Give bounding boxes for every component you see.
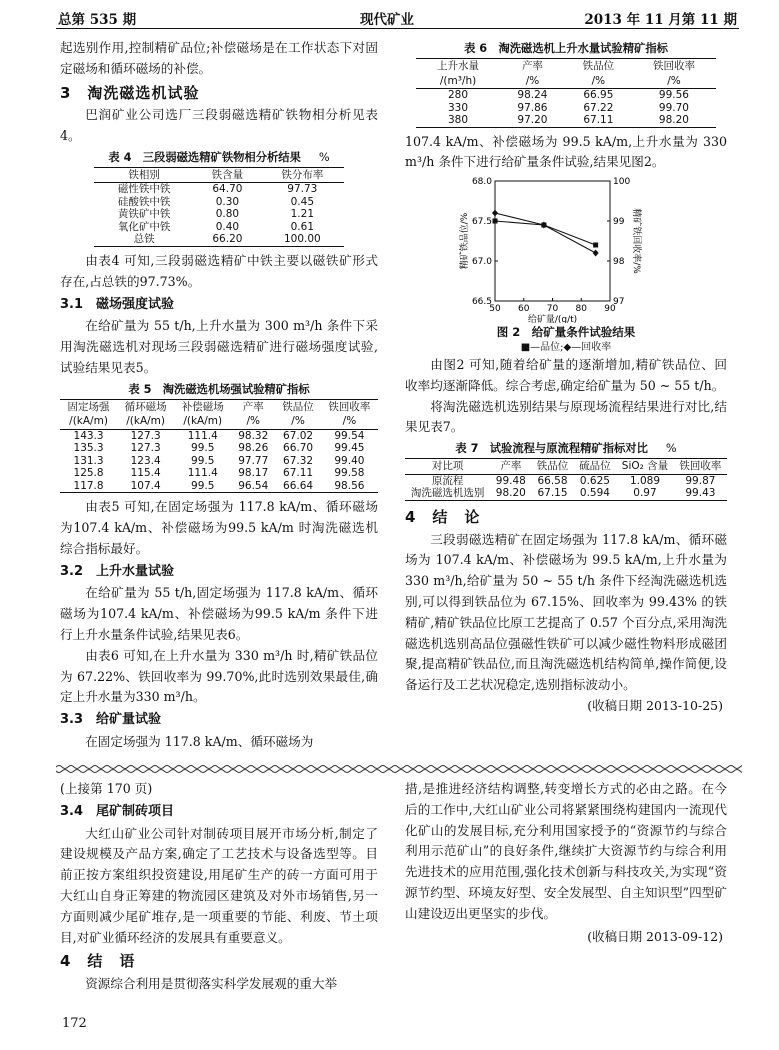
y-tick-label: 68.0 xyxy=(471,177,492,188)
y2-tick-label: 97 xyxy=(613,297,625,308)
subsection-heading: 3.3 给矿量试验 xyxy=(60,712,162,728)
table5-caption: 表 5 淘洗磁选机场强试验精矿指标 xyxy=(128,382,310,396)
subsection-heading: 3.1 磁场强度试验 xyxy=(60,296,175,312)
continuation-note: (上接第 170 页) xyxy=(60,781,153,796)
y2-tick-label: 99 xyxy=(613,217,625,228)
x-tick-label: 90 xyxy=(604,304,616,315)
table4: 铁相别 铁含量 铁分布率 磁性铁中铁 64.70 97.73 硅酸铁中铁 0.30 0.45 黄铁矿中铁 0.80 1.21 氧化矿中铁 0.40 0.61 总铁 66.20 100.00 xyxy=(94,167,344,247)
table7: 对比项 产率 铁品位 硫品位 SiO₂ 含量 铁回收率 原流程 99.48 66.58 0.625 1.089 99.87 淘洗磁选机选别 98.20 67.15 0.594 0.97 99.43 xyxy=(405,458,727,501)
series-line xyxy=(495,213,596,253)
figure2-caption: 图 2 给矿量条件试验结果 xyxy=(496,325,636,340)
paragraph: 107.4 kA/m、补偿磁场为 99.5 kA/m,上升水量为 330 m³/h 条件下进行给矿量条件试验,结果见图2。 xyxy=(405,133,727,170)
x-tick-label: 70 xyxy=(546,304,559,315)
x-tick-label: 80 xyxy=(575,304,587,315)
table-row: 总铁 66.20 100.00 xyxy=(94,233,344,246)
y-tick-label: 67.5 xyxy=(471,217,492,228)
table-row: 117.8 107.4 99.5 96.54 66.64 98.56 xyxy=(60,480,378,493)
y2-axis-label: 精矿铁回收率/% xyxy=(631,208,641,274)
paragraph: 将淘洗磁选机选别结果与原现场流程结果进行对比,结果见表7。 xyxy=(405,398,727,435)
diamond-marker xyxy=(593,250,599,257)
x-tick-label: 50 xyxy=(489,304,501,315)
y2-tick-label: 98 xyxy=(613,257,625,268)
issue-total: 总第 535 期 xyxy=(58,12,137,28)
table-row: 黄铁矿中铁 0.80 1.21 xyxy=(117,208,315,221)
left-column xyxy=(60,38,378,753)
paragraph: 起选别作用,控制精矿品位;补偿磁场是在工作状态下对固定磁场和循环磁场的补偿。 xyxy=(60,40,378,76)
journal-name: 现代矿业 xyxy=(360,12,414,28)
paragraph: 措,是推进经济结构调整,转变增长方式的必由之路。在今后的工作中,大红山矿业公司将紧紧围绕构建国内一流现代化矿山的发展目标,充分利用国家授予的“资源节约与综合利用示范矿山”的良好条件,继续扩大资源节约与综合利用先进技术的应用范围,强化技术创新与科技攻关,为实现“资源节约型、环境友好型、安全发展型、自主知识型”四型矿山建设迈出更坚实的步伐。 xyxy=(405,781,727,921)
table5: 固定场强 循环磁场 补偿磁场 产率 铁品位 铁回收率 /(kA/m) /(kA/m) /(kA/m) /% /% /% 143.3 127.3 111.4 98.32 67.02 99.54 135.3 127.3 99.5 98.26 66.70 99.45 131.3 123.4 99.5 97.77 67.32 99.40 125.8 115.4 111.4 98.17 67.11 99.58 117.8 107.4 99.5 96.54 66.64 98.56 xyxy=(60,399,378,494)
table6-caption: 表 6 淘洗磁选机上升水量试验精矿指标 xyxy=(464,42,668,55)
page-number: 172 xyxy=(62,1016,87,1031)
table-row: 磁性铁中铁 64.70 97.73 xyxy=(117,183,318,196)
paragraph: 巴润矿业公司选厂三段弱磁选精矿铁物相分析见表4。 xyxy=(60,107,378,144)
square-marker xyxy=(493,219,498,224)
x-axis-label: 给矿量/(g/t) xyxy=(527,315,578,324)
paragraph: 三段弱磁选精矿在固定场强为 117.8 kA/m、循环磁场为 107.4 kA/m、补偿磁场为 99.5 kA/m,上升水量为 330 m³/h,给矿量为 50 ~ 55 t/h 条件下经淘洗磁选机选别,可以得到铁品位为 67.15%、回收率为 99.43% 的铁精矿,精矿铁品位比原工艺提高了 0.57 个百分点,采用淘洗磁选机选别高品位强磁性铁矿可以减少磁性物料形成磁团聚,提高精矿铁品位,而且淘洗磁选机结构简单,操作简便,设备运行及工艺状况稳定,选别指标波动小。 xyxy=(405,531,727,693)
table6: 上升水量 产率 铁品位 铁回收率 /(m³/h) /% /% /% 280 98.24 66.95 99.56 330 97.86 67.22 99.70 380 97.20 67.11 98.20 xyxy=(416,58,716,128)
wavy-separator xyxy=(56,763,742,775)
subsection-heading: 3.4 尾矿制砖项目 xyxy=(60,803,175,819)
header-rule xyxy=(56,28,739,29)
table-row: 280 98.24 66.95 99.56 xyxy=(448,89,689,101)
table-row: 380 97.20 67.11 98.20 xyxy=(416,114,716,127)
subsection-heading: 3.2 上升水量试验 xyxy=(60,563,175,579)
plot-frame xyxy=(495,181,610,301)
received-date: (收稿日期 2013-09-12) xyxy=(587,928,723,944)
table-row: 硅酸铁中铁 0.30 0.45 xyxy=(117,195,315,208)
table-row: 原流程 99.48 66.58 0.625 1.089 99.87 xyxy=(431,474,716,487)
y-tick-label: 66.5 xyxy=(471,297,492,308)
right-column xyxy=(405,38,727,717)
y-axis-label: 精矿铁品位/% xyxy=(460,212,470,270)
section-heading: 3 淘洗磁选机试验 xyxy=(60,83,200,102)
table-row: 氧化矿中铁 0.40 0.61 xyxy=(117,220,315,233)
paragraph: 由表5 可知,在固定场强为 117.8 kA/m、循环磁场为107.4 kA/m、补偿磁场为99.5 kA/m 时淘洗磁选机综合指标最好。 xyxy=(60,499,378,556)
paragraph: 由表6 可知,在上升水量为 330 m³/h 时,精矿铁品位为 67.22%、铁回收率为 99.70%,此时选别效果最佳,确定上升水量为330 m³/h。 xyxy=(60,647,378,705)
page-header xyxy=(0,0,779,30)
figure2-chart xyxy=(405,173,727,323)
y2-tick-label: 100 xyxy=(613,177,631,188)
table-row: 330 97.86 67.22 99.70 xyxy=(448,101,689,114)
square-marker xyxy=(593,243,598,248)
paragraph: 由表4 可知,三段弱磁选精矿中铁主要以磁铁矿形式存在,占总铁的97.73%。 xyxy=(60,252,378,289)
received-date: (收稿日期 2013-10-25) xyxy=(587,697,723,713)
table4-caption: 表 4 三段弱磁选精矿铁物相分析结果 % xyxy=(108,150,330,164)
section-heading: 4 结 语 xyxy=(60,952,136,971)
paragraph: 由图2 可知,随着给矿量的逐渐增加,精矿铁品位、回收率均逐渐降低。综合考虑,确定给矿量为 50 ~ 55 t/h。 xyxy=(405,357,727,393)
lower-right-column xyxy=(405,779,727,947)
table-row: 135.3 127.3 99.5 98.26 66.70 99.45 xyxy=(73,442,365,455)
table-row: 淘洗磁选机选别 98.20 67.15 0.594 0.97 99.43 xyxy=(405,487,727,500)
diamond-marker xyxy=(492,210,498,217)
table7-caption: 表 7 试验流程与原流程精矿指标对比 % xyxy=(455,442,677,456)
issue-date: 2013 年 11 月第 11 期 xyxy=(584,12,737,28)
table-row: 131.3 123.4 99.5 97.77 67.32 99.40 xyxy=(73,454,365,467)
lower-left-column xyxy=(60,779,378,995)
figure2-legend: ■—品位;◆—回收率 xyxy=(520,342,612,354)
y-tick-label: 67.0 xyxy=(471,257,492,268)
paragraph: 资源综合利用是贯彻落实科学发展观的重大举 xyxy=(85,976,338,992)
paragraph: 在给矿量为 55 t/h,固定场强为 117.8 kA/m、循环磁场为107.4 kA/m、补偿磁场为99.5 kA/m 条件下进行上升水量条件试验,结果见表6。 xyxy=(60,585,378,643)
paragraph: 在给矿量为 55 t/h,上升水量为 300 m³/h 条件下采用淘洗磁选机对现场三段弱磁选精矿进行磁场强度试验,试验结果见表5。 xyxy=(60,318,378,375)
paragraph: 大红山矿业公司针对制砖项目展开市场分析,制定了建设规模及产品方案,确定了工艺技术与设备选型等。目前正按方案组织投资建设,用尾矿生产的砖一方面可用于大红山自身正筹建的物流园区建筑及对外市场销售,另一方面则减少尾矿堆存,是一项重要的节能、利废、节土项目,对矿业循环经济的发展具有重要意义。 xyxy=(60,825,378,945)
table-row: 125.8 115.4 111.4 98.17 67.11 99.58 xyxy=(73,467,365,480)
table-row: 143.3 127.3 111.4 98.32 67.02 99.54 xyxy=(73,429,365,442)
x-tick-label: 60 xyxy=(518,304,530,315)
paragraph: 在固定场强为 117.8 kA/m、循环磁场为 xyxy=(85,734,314,750)
figure2 xyxy=(405,173,727,323)
section-heading: 4 结 论 xyxy=(405,507,481,526)
